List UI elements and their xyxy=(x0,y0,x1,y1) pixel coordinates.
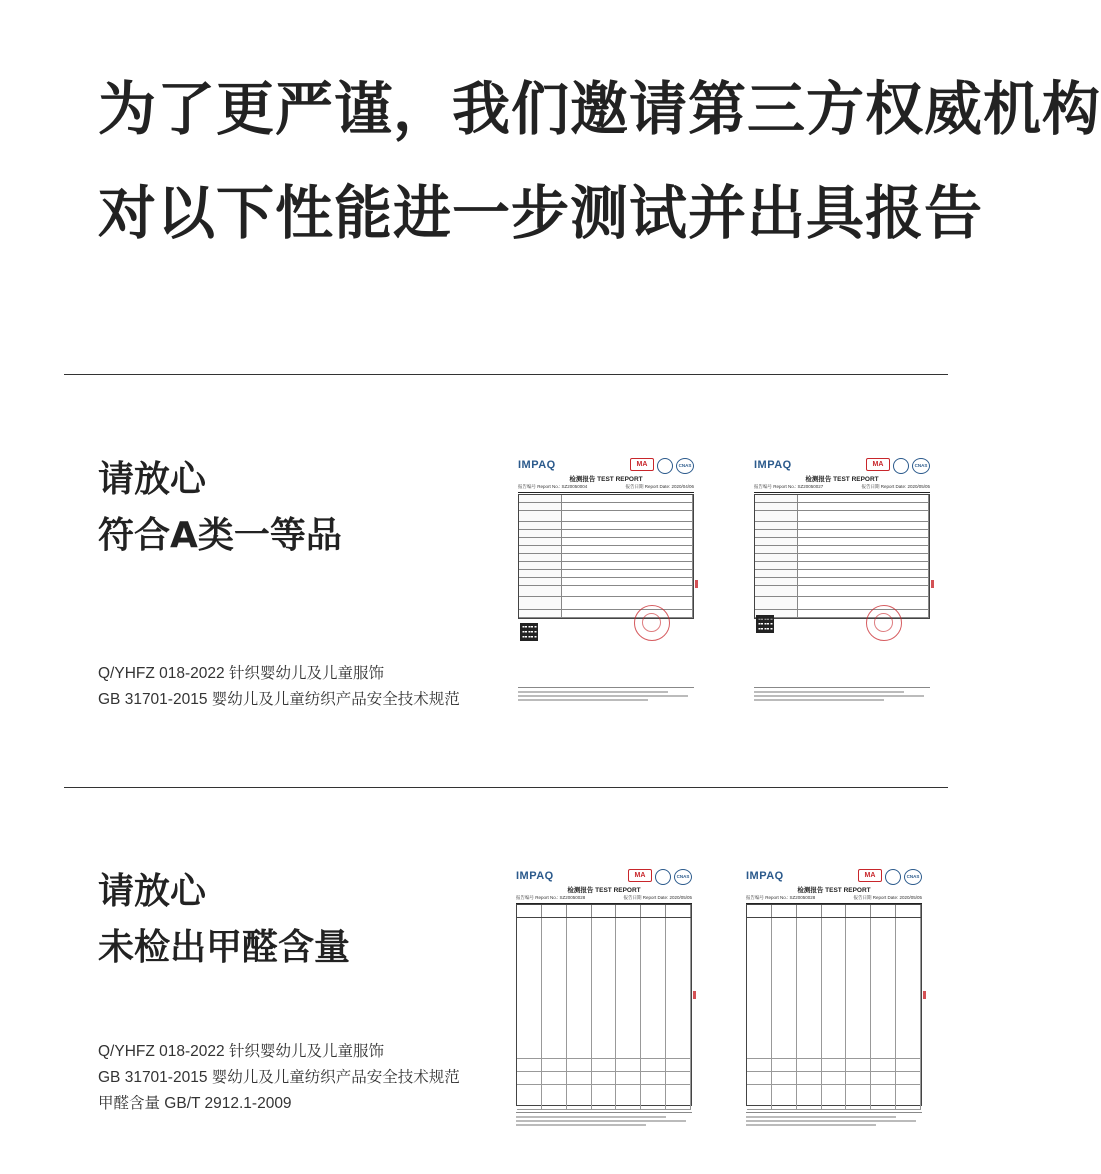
impaq-logo: IMPAQ xyxy=(516,870,554,882)
section-divider xyxy=(64,374,948,375)
ma-mark-icon: MA xyxy=(628,869,652,882)
report-number: 报告编号 Report No.: SZ20050004 xyxy=(518,484,588,489)
ilac-mark-icon xyxy=(657,458,673,474)
headline-line-1: 为了更严谨，我们邀请第三方权威机构 xyxy=(98,75,1101,143)
impaq-logo: IMPAQ xyxy=(746,870,784,882)
official-stamp xyxy=(634,605,670,641)
report-table xyxy=(754,494,930,619)
cnas-mark-icon: CNAS xyxy=(674,869,692,885)
report-footer-rule xyxy=(518,687,694,688)
page-edge-mark xyxy=(923,991,926,999)
official-stamp xyxy=(866,605,902,641)
test-report-image-2 xyxy=(748,455,936,713)
section-2-title xyxy=(98,871,351,986)
certification-marks xyxy=(628,869,692,885)
ma-mark-icon: MA xyxy=(858,869,882,882)
test-report-image-4 xyxy=(740,866,928,1158)
page-edge-mark xyxy=(695,580,698,588)
standard-item: 甲醛含量 GB/T 2912.1-2009 xyxy=(98,1095,292,1112)
page-edge-mark xyxy=(693,991,696,999)
section-2-standards xyxy=(98,1039,460,1117)
report-date: 报告日期 Report Date: 2020/05/05 xyxy=(623,895,692,900)
ma-mark-icon: MA xyxy=(630,458,654,471)
section-1-title-line-1: 请放心 xyxy=(98,459,207,500)
report-table xyxy=(518,494,694,619)
results-table xyxy=(746,904,922,1106)
report-footer-rule xyxy=(754,687,930,688)
impaq-logo: IMPAQ xyxy=(518,459,556,471)
report-number: 报告编号 Report No.: SZ20050028 xyxy=(516,895,586,900)
report-title: 检测报告 TEST REPORT xyxy=(569,476,643,483)
standard-item: GB 31701-2015 婴幼儿及儿童纺织产品安全技术规范 xyxy=(98,691,460,708)
test-report-image-1 xyxy=(512,455,700,713)
headline-line-2: 对以下性能进一步测试并出具报告 xyxy=(98,179,984,247)
report-number-row xyxy=(754,484,930,493)
report-number: 报告编号 Report No.: SZ20050028 xyxy=(746,895,816,900)
impaq-logo: IMPAQ xyxy=(754,459,792,471)
section-2-title-line-1: 请放心 xyxy=(98,871,207,912)
ilac-mark-icon xyxy=(893,458,909,474)
qr-code xyxy=(520,623,538,641)
standard-item: Q/YHFZ 018-2022 针织婴幼儿及儿童服饰 xyxy=(98,1043,384,1060)
report-number-row xyxy=(516,895,692,904)
report-footer-rule xyxy=(516,1112,692,1113)
ilac-mark-icon xyxy=(885,869,901,885)
standard-item: GB 31701-2015 婴幼儿及儿童纺织产品安全技术规范 xyxy=(98,1069,460,1086)
certification-marks xyxy=(630,458,694,474)
report-date: 报告日期 Report Date: 2020/04/06 xyxy=(625,484,694,489)
results-table xyxy=(516,904,692,1106)
section-2-title-line-2: 未检出甲醛含量 xyxy=(98,927,351,968)
standard-item: Q/YHFZ 018-2022 针织婴幼儿及儿童服饰 xyxy=(98,665,384,682)
test-report-image-3 xyxy=(510,866,698,1158)
section-1-title xyxy=(98,459,342,574)
certification-marks xyxy=(866,458,930,474)
page-headline xyxy=(98,75,1101,288)
section-divider xyxy=(64,787,948,788)
report-date: 报告日期 Report Date: 2020/05/05 xyxy=(861,484,930,489)
report-number: 报告编号 Report No.: SZ20050027 xyxy=(754,484,824,489)
report-number-row xyxy=(746,895,922,904)
cnas-mark-icon: CNAS xyxy=(912,458,930,474)
section-1-standards xyxy=(98,661,460,713)
ma-mark-icon: MA xyxy=(866,458,890,471)
cnas-mark-icon: CNAS xyxy=(676,458,694,474)
report-title: 检测报告 TEST REPORT xyxy=(797,887,871,894)
report-date: 报告日期 Report Date: 2020/05/05 xyxy=(853,895,922,900)
ilac-mark-icon xyxy=(655,869,671,885)
qr-code xyxy=(756,615,774,633)
page-edge-mark xyxy=(931,580,934,588)
section-1-title-line-2: 符合A类一等品 xyxy=(98,515,342,556)
report-title: 检测报告 TEST REPORT xyxy=(805,476,879,483)
cnas-mark-icon: CNAS xyxy=(904,869,922,885)
report-footer-rule xyxy=(746,1112,922,1113)
certification-marks xyxy=(858,869,922,885)
report-title: 检测报告 TEST REPORT xyxy=(567,887,641,894)
report-number-row xyxy=(518,484,694,493)
